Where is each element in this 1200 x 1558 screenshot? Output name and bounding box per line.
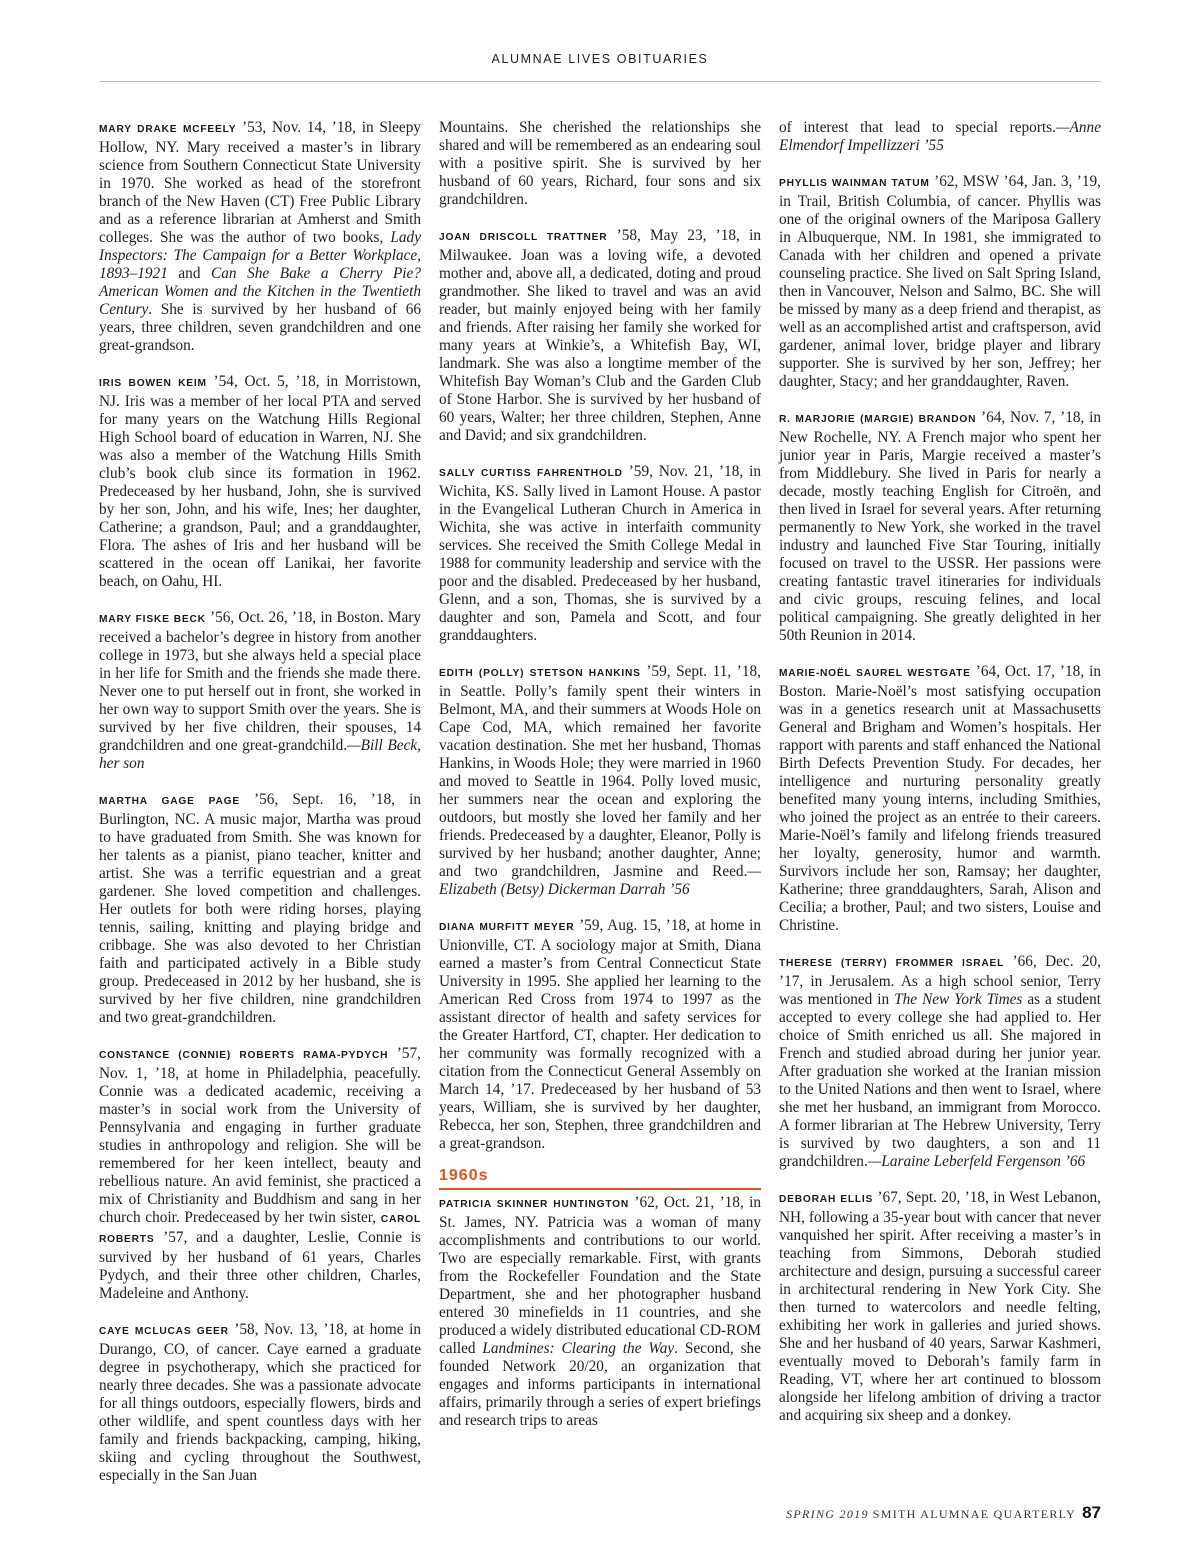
obituary-entry [439,663,761,899]
decedent-name: JOAN DRISCOLL TRATTNER [439,232,608,243]
obituary-entry [99,373,421,591]
obituary-text: ’54, Oct. 5, ’18, in Morristown, NJ. Iris was a member of her local PTA and served for many years on the Watchung Hills Regional High School board of education in Warren, NJ. She was also a member of the Watchung Hills Smith club’s book club since its formation in 1962. Predeceased by her husband, John, she is survived by her son, John, and his wife, Ines; her daughter, Catherine; a grandson, Paul; and a granddaughter, Flora. The ashes of Iris and her husband will be scattered in the ocean off Lanikai, her favorite beach, on Oahu, HI. [99,373,421,590]
decedent-name: MARY FISKE BECK [99,614,206,625]
obituary-entry [439,227,761,445]
obituary-text: ’58, Nov. 13, ’18, at home in Durango, CO, of cancer. Caye earned a graduate degree in psychotherapy, which she practiced for nearly three decades. She was a passionate advocate for all things outdoors, especially flowers, birds and other wildlife, and spent countless days with her family and friends backpacking, camping, hiking, skiing and cycling throughout the Southwest, especially in the San Juan [99,1321,421,1484]
obituary-entry [439,1194,761,1430]
obituary-text: . Second, she founded Network 20/20, an organization that engages and informs participants in international affairs, primarily through a series of expert briefings and research trips to areas [439,1340,761,1429]
obituary-entry [779,663,1101,935]
obituary-text: ’57, Nov. 1, ’18, at home in Philadelphia, peacefully. Connie was a dedicated academic, receiving a master’s in social work from the University of Pennsylvania and engaging in further graduate studies in anthropology and religion. She will be remembered for her keen intellect, beauty and rebellious nature. An avid feminist, she practiced a mix of Christianity and Buddhism and sang in her church choir. Predeceased by her twin sister, [99,1045,421,1226]
obituary-text: ’57, and a daughter, Leslie, Connie is survived by her husband of 61 years, Charles Pydych, and their three other children, Charles, Madeleine and Anthony. [99,1229,421,1302]
decedent-name: CONSTANCE (CONNIE) ROBERTS RAMA-PYDYCH [99,1050,389,1061]
obituary-entry [779,173,1101,391]
header-rule [100,81,1101,82]
obituary-text: ’59, Aug. 15, ’18, at home in Unionville, CT. A sociology major at Smith, Diana earned a master’s from Central Connecticut State University in 1995. She applied her learning to the American Red Cross from 1974 to 1997 as the assistant director of health and safety services for the Greater Hartford, CT, chapter. Her dedication to her community was formally recognized with a citation from the Connecticut General Assembly on March 14, ’17. Predeceased by her husband of 53 years, William, she is survived by her daughter, Rebecca, her son, Stephen, three grandchildren and a great-grandson. [439,917,762,1152]
page-number: 87 [1082,1503,1101,1522]
obituary-text: ’53, Nov. 14, ’18, in Sleepy Hollow, NY. Mary received a master’s in library science from Southern Connecticut State University in 1970. She worked as head of the storefront branch of the New Haven (CT) Free Public Library and as a reference librarian at Amherst and Smith colleges. She was the author of two books, [99,119,421,246]
author-signature: —Elizabeth (Betsy) Dickerman Darrah ’56 [439,863,761,898]
author-signature: —Laraine Leberfeld Fergenson ’66 [867,1153,1086,1170]
book-title: Lady Inspectors: The Campaign for a Better Workplace, 1893–1921 [99,229,421,282]
obituary-text: Mountains. She cherished the relationships she shared and will be remembered as an endearing soul with a positive spirit. She is survived by her husband of 60 years, Richard, four sons and six grandchildren. [439,119,761,208]
decedent-name: DIANA MURFITT MEYER [439,922,575,933]
obituary-text: ’56, Sept. 16, ’18, in Burlington, NC. A music major, Martha was proud to have graduated from Smith. She was known for her talents as a pianist, piano teacher, knitter and artist. She was a terrific equestrian and a great gardener. She loved competition and challenges. Her outlets for both were riding horses, playing tennis, sailing, knitting and playing bridge and cribbage. She was also devoted to her Christian faith and participated actively in a Bible study group. Predeceased in 2012 by her husband, she is survived by her five children, nine grandchildren and two great-grandchildren. [99,791,422,1026]
obituary-text: of interest that lead to special reports. [779,119,1056,136]
obituary-text: ’59, Nov. 21, ’18, in Wichita, KS. Sally lived in Lamont House. A pastor in the Evangelical Lutheran Church in America in Wichita, she was active in interfaith community services. She received the Smith College Medal in 1988 for community leadership and service with the poor and the disabled. Predeceased by her husband, Glenn, and a son, Thomas, she is survived by a daughter and son, Pamela and Scott, and four granddaughters. [439,463,761,644]
obituary-continuation [779,119,1101,155]
obituary-text: . She is survived by her husband of 66 years, three children, seven grandchildren and one great-grandson. [99,301,421,354]
author-signature: —Anne Elmendorf Impellizzeri ’55 [779,119,1101,154]
author-signature: —Bill Beck, her son [99,737,421,772]
decedent-name: PHYLLIS WAINMAN TATUM [779,178,930,189]
page-footer [786,1503,1101,1523]
obituary-entry [99,1321,421,1485]
obituary-entry [779,953,1101,1171]
decedent-name: SALLY CURTISS FAHRENTHOLD [439,468,623,479]
obituary-entry [779,409,1101,645]
column-1 [99,119,421,1503]
column-2 [439,119,761,1448]
obituary-text: ’64, Nov. 7, ’18, in New Rochelle, NY. A French major who spent her junior year in Paris, Margie received a master’s from Middlebury. She lived in Paris for nearly a decade, mostly teaching English for Citroën, and then lived in Israel for several years. After returning permanently to New York, she worked in the travel industry and launched Five Star Touring, initially focused on travel to the USSR. Her passions were creating fantastic travel itineraries for individuals and civic groups, rescuing felines, and local political campaigning. She greatly delighted in her 50th Reunion in 2014. [779,409,1101,644]
decedent-name: DEBORAH ELLIS [779,1194,874,1205]
obituary-text: ’62, Oct. 21, ’18, in St. James, NY. Patricia was a woman of many accomplishments and contributions to our world. Two are especially remarkable. First, with grants from the Rockefeller Foundation and the State Department, she and her photographer husband entered 30 minefields in 11 countries, and she produced a widely distributed educational CD-ROM called [439,1194,761,1357]
decedent-name: MARY DRAKE MCFEELY [99,124,237,135]
obituary-entry [439,463,761,645]
obituary-text: as a student accepted to every college she had applied to. Her choice of Smith enriched us all. She majored in French and studied abroad during her junior year. After graduation she worked at the Iranian mission to the United Nations and then went to Israel, where she met her husband, an immigrant from Morocco. A former librarian at The Hebrew University, Terry is survived by two daughters, a son and 11 grandchildren. [779,991,1101,1170]
decade-heading: 1960s [439,1167,761,1190]
obituary-entry [439,917,761,1153]
obituary-entry [99,1045,421,1303]
obituary-entry [779,1189,1101,1425]
obituary-text: ’56, Oct. 26, ’18, in Boston. Mary received a bachelor’s degree in history from another college in 1973, but she always held a special place in her life for Smith and the friends she made there. Never one to put herself out in front, she worked in her own way to support Smith over the years. She is survived by her five children, their spouses, 14 grandchildren and one great-grandchild. [99,609,421,754]
decedent-name: MARTHA GAGE PAGE [99,796,240,807]
obituary-text: ’58, May 23, ’18, in Milwaukee. Joan was a loving wife, a devoted mother and, above all, a dedicated, doting and proud grandmother. She liked to travel and was an avid reader, but mainly enjoyed being with her family and friends. After raising her family she worked for many years at Winkie’s, a Whitefish Bay, WI, landmark. She was also a longtime member of the Whitefish Bay Woman’s Club and the Garden Club of Stone Harbor. She is survived by her husband of 60 years, Walter; her three children, Stephen, Anne and David; and six grandchildren. [439,227,761,444]
obituary-entry [99,609,421,773]
obituary-text: ’59, Sept. 11, ’18, in Seattle. Polly’s family spent their winters in Belmont, MA, and their summers at Woods Hole on Cape Cod, MA, which remained her favorite vacation destination. She met her husband, Thomas Hankins, in Woods Hole; they were married in 1960 and moved to Seattle in 1964. Polly loved music, her summers near the ocean and exploring the outdoors, but mostly she loved her family and her friends. Predeceased by a daughter, Eleanor, Polly is survived by her husband; another daughter, Anne; and two grandchildren, Jasmine and Reed. [439,663,761,880]
relative-name: CAROL ROBERTS [99,1214,421,1245]
decedent-name: THERESE (TERRY) FROMMER ISRAEL [779,958,1005,969]
obituary-text: ’66, Dec. 20, ’17, in Jerusalem. As a high school senior, Terry was mentioned in [779,953,1102,1008]
decedent-name: PATRICIA SKINNER HUNTINGTON [439,1199,630,1210]
obituary-continuation [439,119,761,209]
decedent-name: R. MARJORIE (MARGIE) BRANDON [779,414,977,425]
decedent-name: EDITH (POLLY) STETSON HANKINS [439,668,641,679]
column-3 [779,119,1101,1443]
publication-name: SMITH ALUMNAE QUARTERLY [872,1507,1077,1521]
obituary-entry [99,119,421,355]
issue-season: SPRING 2019 [786,1507,869,1521]
obituary-entry [99,791,421,1027]
obituary-text: and [167,265,212,282]
obituary-text: ’64, Oct. 17, ’18, in Boston. Marie-Noël’s most satisfying occupation was in a genetics research unit at Massachusetts General and Brigham and Women’s hospitals. Her rapport with parents and staff enhanced the National Birth Defects Prevention Study. For decades, her intelligence and nurturing personality greatly benefited many young interns, including Smithies, who joined the project as an entrée to their careers. Marie-Noël’s family and lifelong friends treasured her loyalty, generosity, humor and warmth. Survivors include her son, Ramsay; her daughter, Katherine; three granddaughters, Sarah, Alison and Cecilia; a brother, Paul; and two sisters, Louise and Christine. [779,663,1101,934]
decedent-name: IRIS BOWEN KEIM [99,378,207,389]
decedent-name: CAYE MCLUCAS GEER [99,1326,229,1337]
obituary-text: ’67, Sept. 20, ’18, in West Lebanon, NH, following a 35-year bout with cancer that never vanquished her spirit. After receiving a master’s in teaching from Simmons, Deborah studied architecture and design, pursuing a successful career in architectural rendering in New York City. She then turned to watercolors and needle felting, exhibiting her work in galleries and juried shows. She and her husband of 40 years, Sarwar Kashmeri, eventually moved to Deborah’s family farm in Reading, VT, where her art continued to blossom alongside her lifelong ambition of driving a tractor and acquiring six sheep and a donkey. [779,1189,1101,1424]
running-head: ALUMNAE LIVES OBITUARIES [491,52,709,66]
obituary-text: ’62, MSW ’64, Jan. 3, ’19, in Trail, British Columbia, of cancer. Phyllis was one of the original owners of the Mariposa Gallery in Albuquerque, NM. In 1981, she immigrated to Canada with her children and opened a private counseling practice. She lived on Salt Spring Island, then in Vancouver, Nelson and Salmo, BC. She will be missed by many as a deep friend and therapist, as well as an accomplished artist and craftsperson, avid gardener, animal lover, bridge player and library supporter. She is survived by her son, Jeffrey; her daughter, Stacy; and her granddaughter, Raven. [779,173,1101,390]
book-title: Can She Bake a Cherry Pie? American Women and the Kitchen in the Twentieth Century [99,265,421,318]
publication-title: The New York Times [894,991,1023,1008]
decedent-name: MARIE-NOËL SAUREL WESTGATE [779,668,971,679]
work-title: Landmines: Clearing the Way [482,1340,675,1357]
